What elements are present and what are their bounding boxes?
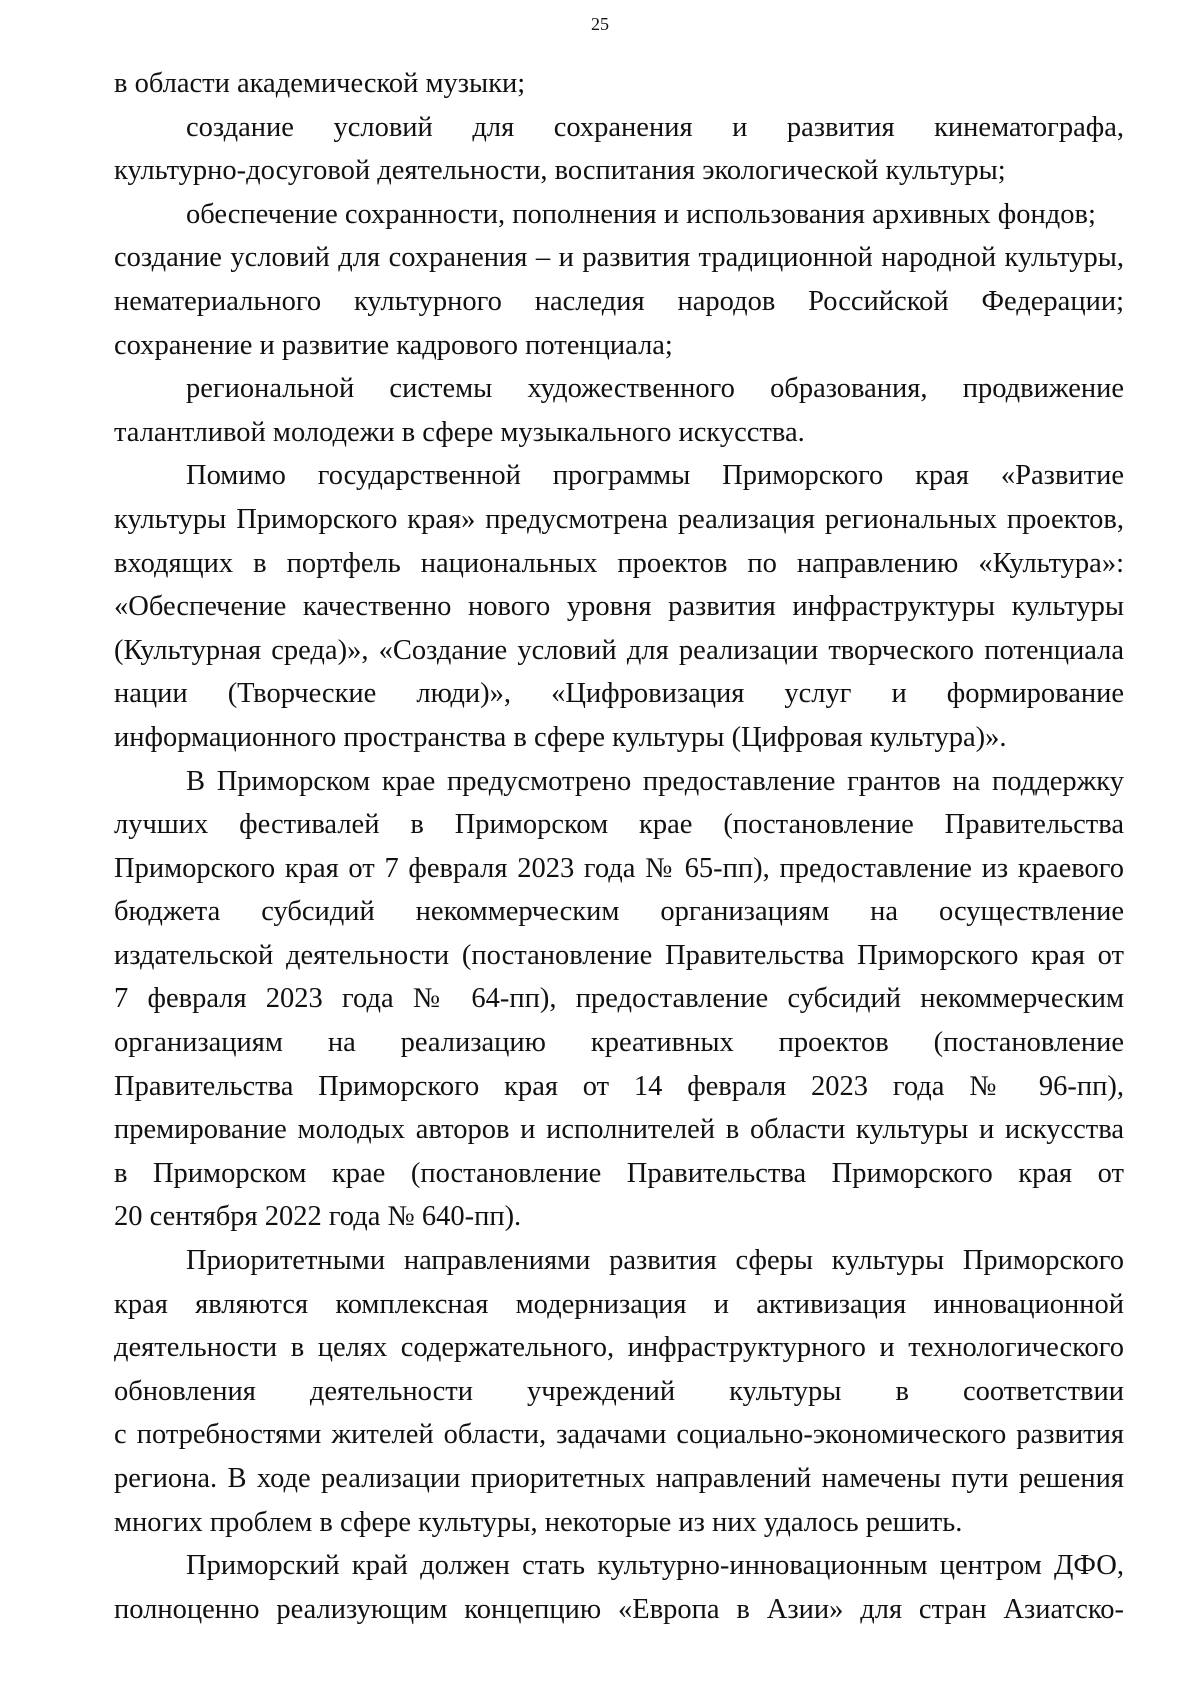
text-line: региональной системы художественного образования, продвижение bbox=[186, 373, 1124, 405]
text-line: создание условий для сохранения и развития кинематографа, bbox=[186, 111, 1124, 143]
text-line: информационного пространства в сфере культуры (Цифровая культура)». bbox=[114, 721, 1007, 753]
text-line: В Приморском крае предусмотрено предоставление грантов на поддержку bbox=[186, 765, 1124, 797]
text-line: талантливой молодежи в сфере музыкального искусства. bbox=[114, 416, 805, 448]
text-line: издательской деятельности (постановление Правительства Приморского края от bbox=[114, 939, 1124, 971]
paragraph bbox=[114, 106, 1124, 193]
text-line: лучших фестивалей в Приморском крае (постановление Правительства bbox=[114, 809, 1124, 841]
text-line: обеспечение сохранности, пополнения и использования архивных фондов; bbox=[186, 198, 1096, 230]
text-line: бюджета субсидий некоммерческим организациям на осуществление bbox=[114, 896, 1124, 928]
text-line: в области академической музыки; bbox=[114, 68, 526, 99]
text-line: 7 февраля 2023 года № 64-пп), предоставление субсидий некоммерческим bbox=[114, 983, 1124, 1015]
text-line: Помимо государственной программы Приморского края «Развитие bbox=[186, 460, 1124, 492]
paragraph bbox=[114, 62, 1124, 106]
text-line: нации (Творческие люди)», «Цифровизация услуг и формирование bbox=[114, 678, 1124, 710]
text-line: культурно-досуговой деятельности, воспитания экологической культуры; bbox=[114, 155, 1006, 187]
paragraph bbox=[114, 1544, 1124, 1631]
text-line: «Обеспечение качественно нового уровня развития инфраструктуры культуры bbox=[114, 591, 1124, 623]
text-line: входящих в портфель национальных проектов по направлению «Культура»: bbox=[114, 547, 1124, 579]
text-line: в Приморском крае (постановление Правительства Приморского края от bbox=[114, 1157, 1124, 1189]
text-line: полноценно реализующим концепцию «Европа в Азии» для стран Азиатско- bbox=[114, 1593, 1124, 1625]
page-number: 25 bbox=[591, 14, 609, 34]
text-line: организациям на реализацию креативных проектов (постановление bbox=[114, 1027, 1124, 1059]
text-line: нематериального культурного наследия народов Российской Федерации; bbox=[114, 285, 1124, 317]
text-line: региона. В ходе реализации приоритетных направлений намечены пути решения bbox=[114, 1463, 1124, 1494]
text-line: Приморского края от 7 февраля 2023 года № 65-пп), предоставление из краевого bbox=[114, 852, 1124, 884]
text-line: Приоритетными направлениями развития сферы культуры Приморского bbox=[186, 1245, 1124, 1277]
paragraph bbox=[114, 193, 1124, 237]
text-line: сохранение и развитие кадрового потенциала; bbox=[114, 329, 673, 361]
paragraph bbox=[114, 1239, 1124, 1544]
text-line: с потребностями жителей области, задачами социально-экономического развития bbox=[114, 1419, 1124, 1451]
text-line: Правительства Приморского края от 14 февраля 2023 года № 96-пп), bbox=[114, 1070, 1124, 1102]
text-line: деятельности в целях содержательного, инфраструктурного и технологического bbox=[114, 1332, 1124, 1364]
text-line: (Культурная среда)», «Создание условий для реализации творческого потенциала bbox=[114, 634, 1124, 666]
text-line: 20 сентября 2022 года № 640-пп). bbox=[114, 1201, 522, 1233]
paragraph bbox=[114, 236, 1124, 367]
text-line: премирование молодых авторов и исполнителей в области культуры и искусства bbox=[114, 1114, 1124, 1146]
text-line: многих проблем в сфере культуры, некоторые из них удалось решить. bbox=[114, 1506, 963, 1538]
text-line: создание условий для сохранения – и развития традиционной народной культуры, bbox=[114, 242, 1124, 274]
text-line: Приморский край должен стать культурно-инновационным центром ДФО, bbox=[186, 1550, 1124, 1582]
paragraph bbox=[114, 454, 1124, 759]
text-line: края являются комплексная модернизация и активизация инновационной bbox=[114, 1288, 1124, 1320]
text-line: обновления деятельности учреждений культуры в соответствии bbox=[114, 1375, 1124, 1407]
paragraph bbox=[114, 367, 1124, 454]
text-line: культуры Приморского края» предусмотрена реализация региональных проектов, bbox=[114, 503, 1124, 535]
document-body bbox=[114, 62, 1124, 1631]
paragraph bbox=[114, 760, 1124, 1240]
